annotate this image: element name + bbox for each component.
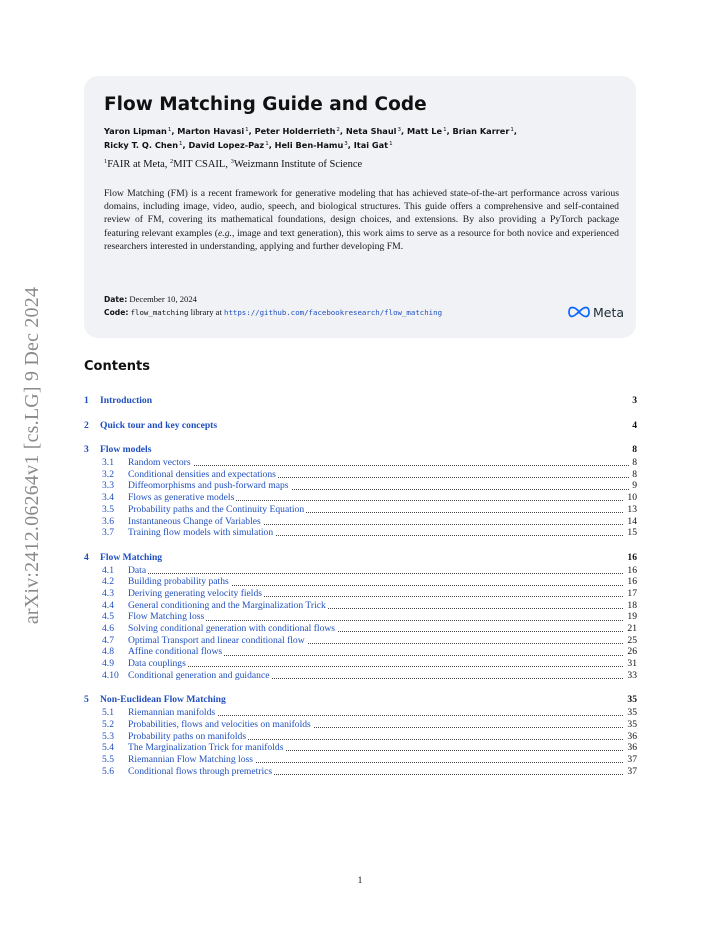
toc-subsection-number: 3.6 [102,515,114,527]
toc-subsection-entry[interactable] [84,670,637,682]
toc-subsection-title[interactable]: Random vectors [128,457,191,469]
toc-section [84,395,637,407]
author-affiliation-mark: 2 [336,127,340,133]
toc-subsection-entry[interactable] [84,588,637,600]
author [275,140,348,150]
toc-subsection-number: 3.3 [102,480,114,492]
toc-subsection-number: 3.7 [102,527,114,539]
toc-subsection-number: 4.5 [102,611,114,623]
toc-subsection-page[interactable]: 37 [624,754,637,766]
toc-subsection-number: 4.1 [102,564,114,576]
toc-subsection-page[interactable]: 37 [624,766,637,778]
toc-subsection-entry[interactable] [84,707,637,719]
code-line-text: library at [188,307,224,317]
toc-subsection-number: 5.3 [102,730,114,742]
toc-subsection-title[interactable]: Probabilities, flows and velocities on manifolds [128,718,311,730]
toc-section-number: 4 [84,551,89,563]
toc-subsection-page[interactable]: 10 [624,492,637,504]
toc-section [84,444,637,539]
toc-subsection-number: 4.10 [102,669,119,681]
author-name: Heli Ben-Hamu [274,140,344,150]
toc-subsection-page[interactable]: 8 [629,469,637,481]
toc-subsection-number: 3.2 [102,468,114,480]
toc-subsection-entry[interactable] [84,731,637,743]
toc-subsection-number: 5.2 [102,718,114,730]
author-affiliation-mark: 1 [167,127,172,133]
author [453,126,514,136]
toc-subsection-number: 4.8 [102,646,114,658]
toc-subsection-page[interactable]: 13 [624,504,637,516]
toc-subsection-page[interactable]: 36 [624,731,637,743]
toc-section-page[interactable]: 35 [624,694,637,706]
affiliation-list: $^1$FAIR at Meta, $^2$MIT CSAIL, $^3$Weizmann Institute of Science [104,158,363,170]
toc-subsection-title[interactable]: Solving conditional generation with conditional flows [128,623,336,634]
toc-section-page[interactable]: 3 [629,395,637,407]
toc-subsection-entry[interactable] [84,611,637,623]
toc-dot-leader [128,573,637,574]
toc-subsection-title[interactable]: Flows as generative models [128,492,235,504]
toc-subsection-page[interactable]: 31 [624,658,637,670]
toc-subsection-title[interactable]: The Marginalization Trick for manifolds [128,742,284,754]
author [177,126,248,136]
toc-subsection-page[interactable]: 21 [624,623,637,635]
toc-subsection-number: 4.2 [102,576,114,588]
toc-section-page[interactable]: 4 [629,420,637,432]
toc-section-number: 1 [84,395,89,406]
toc-subsection-title[interactable]: Flow Matching loss [128,611,205,623]
toc-subsection-title[interactable]: Data [128,564,147,576]
toc-subsection-number: 3.5 [102,503,114,515]
toc-subsection-title[interactable]: Instantaneous Change of Variables [128,515,261,527]
author-name: David Lopez-Paz [188,140,265,150]
toc-subsection-page[interactable]: 33 [624,670,637,682]
toc-subsection-number: 5.1 [102,707,114,719]
toc-subsection-entry[interactable] [84,754,637,766]
date-label: Date: [104,295,128,304]
toc-subsection-title[interactable]: Optimal Transport and linear conditional flow [128,634,305,646]
toc-subsection-number: 4.9 [102,658,114,670]
affiliation-name: Weizmann Institute of Science [233,159,363,170]
toc-subsection-entry[interactable] [84,516,637,528]
toc-subsection-entry[interactable] [84,457,637,469]
affiliation-name: MIT CSAIL [173,159,226,170]
toc-section-entry[interactable] [84,395,637,407]
author [354,140,393,150]
toc-section-title[interactable]: Flow models [100,444,152,456]
date-value: December 10, 2024 [129,294,197,304]
toc-dot-leader [128,666,637,667]
affiliation-number: 1 [104,158,108,165]
affiliation [170,159,225,170]
author [189,140,269,150]
toc-subsection-entry[interactable] [84,576,637,588]
author-list: Yaron Lipman$^1$, Marton Havasi$^1$, Peter Holderrieth$^2$, Neta Shaul$^3$, Matt Le$^1$, Brian Karrer$^1$, Ricky T. Q. Chen$^1$, David Lopez-Paz$^1$, Heli Ben-Hamu$^3$, Itai Gat$^1$ [104,126,517,150]
toc-subsection-number: 3.1 [102,457,114,469]
toc-subsection-page[interactable]: 14 [624,516,637,528]
toc-subsection-title[interactable]: General conditioning and the Marginalization Trick [128,599,326,611]
toc-subsection-page[interactable]: 17 [624,588,637,600]
toc-subsection-page[interactable]: 35 [624,719,637,731]
table-of-contents [84,395,637,790]
toc-subsection-entry[interactable] [84,480,637,492]
toc-subsection-title[interactable]: Riemannian manifolds [128,707,216,719]
toc-subsection-page[interactable]: 19 [624,611,637,623]
author [104,140,183,150]
page-number: 1 [357,876,363,886]
arxiv-identifier [10,255,56,655]
title-box [84,76,636,338]
meta-infinity-icon [568,306,590,318]
toc-subsection-number: 3.4 [102,492,114,504]
author-affiliation-mark: 1 [510,127,514,133]
author-affiliation-mark: 3 [344,141,348,147]
toc-subsection-entry[interactable] [84,766,637,778]
toc-subsection-title[interactable]: Building probability paths [128,576,229,588]
toc-section-entry[interactable] [84,420,637,432]
abstract [104,187,619,253]
author [346,126,401,136]
toc-section-page[interactable]: 16 [624,552,637,564]
toc-subsection-entry[interactable] [84,658,637,670]
code-label: Code: [104,308,129,317]
toc-subsection-title[interactable]: Data couplings [128,658,186,670]
author-name: Marton Havasi [177,126,245,136]
toc-subsection-number: 5.5 [102,753,114,765]
toc-section-title[interactable]: Quick tour and key concepts [100,419,218,431]
affiliation [231,159,363,170]
toc-subsection-title[interactable]: Probability paths on manifolds [128,730,247,742]
author-name: Neta Shaul [345,126,397,136]
paper-title: Flow Matching Guide and Code [104,94,427,115]
toc-subsection-entry[interactable] [84,527,637,539]
arxiv-identifier-text: arXiv:2412.06264v1 [cs.LG] 9 Dec 2024 [21,286,44,624]
toc-subsection-entry[interactable] [84,469,637,481]
toc-subsection-entry[interactable] [84,646,637,658]
affiliation-number: 3 [230,158,234,165]
toc-subsection-entry[interactable] [84,504,637,516]
toc-subsection-entry[interactable] [84,492,637,504]
code-line [104,307,442,317]
author-name: Yaron Lipman [104,126,167,136]
toc-section-entry[interactable] [84,552,637,564]
toc-subsection-title[interactable]: Deriving generating velocity fields [128,587,263,599]
toc-section [84,420,637,432]
author-name: Brian Karrer [452,126,510,136]
toc-subsection-entry[interactable] [84,742,637,754]
toc-subsection-title[interactable]: Conditional flows through premetrics [128,765,273,777]
toc-section-title[interactable]: Flow Matching [100,551,163,563]
toc-section-number: 3 [84,444,89,456]
author-name: Peter Holderrieth [254,126,336,136]
toc-subsection-page[interactable]: 16 [624,565,637,577]
author-name: Matt Le [406,126,443,136]
toc-subsection-number: 4.7 [102,634,114,646]
toc-subsection-page[interactable]: 16 [624,576,637,588]
toc-subsection-entry[interactable] [84,635,637,647]
affiliation [104,159,165,170]
toc-dot-leader [128,465,637,466]
toc-subsection-page[interactable]: 36 [624,742,637,754]
toc-subsection-title[interactable]: Conditional densities and expectations [128,468,276,480]
toc-section-entry[interactable] [84,694,637,706]
author [255,126,340,136]
toc-section-title[interactable]: Non-Euclidean Flow Matching [100,694,226,706]
author-affiliation-mark: 1 [265,141,269,147]
toc-section [84,694,637,777]
toc-section-title[interactable]: Introduction [100,395,153,406]
toc-subsection-number: 5.6 [102,765,114,777]
author-name: Ricky T. Q. Chen [104,140,179,150]
abstract-text-1: Flow Matching (FM) is a recent framework for generative modeling that has achieved state-of-the-art performance across various domains, including image, video, audio, speech, and biological structures. This guide offers a comprehensive and self-contained review of FM, covering its mathematical foundations, design choices, and extensions. By also providing a PyTorch package featuring relevant examples ( [104,188,619,239]
code-library-name: flow_matching [130,308,189,317]
meta-logo [568,304,624,320]
toc-subsection-title[interactable]: Affine conditional flows [128,646,223,658]
toc-subsection-page[interactable]: 35 [624,707,637,719]
author-affiliation-mark: 1 [245,127,249,133]
toc-subsection-number: 4.6 [102,623,114,634]
author-affiliation-mark: 1 [179,141,183,147]
author-name: Itai Gat [353,140,389,150]
contents-heading: Contents [84,359,150,374]
toc-subsection-page[interactable]: 26 [624,646,637,658]
toc-subsection-page[interactable]: 9 [629,480,637,492]
date-line [104,294,197,304]
toc-subsection-title[interactable]: Probability paths and the Continuity Equation [128,503,305,515]
toc-subsection-entry[interactable] [84,600,637,612]
affiliation-number: 2 [170,158,174,165]
toc-subsection-entry[interactable] [84,565,637,577]
meta-logo-text: Meta [593,304,625,320]
author-affiliation-mark: 1 [443,127,447,133]
toc-section-entry[interactable] [84,444,637,456]
github-link[interactable]: https://github.com/facebookresearch/flow_matching [224,308,443,317]
toc-subsection-title[interactable]: Conditional generation and guidance [128,669,270,681]
toc-subsection-page[interactable]: 25 [624,635,637,647]
toc-subsection-entry[interactable] [84,623,637,635]
toc-subsection-number: 5.4 [102,742,114,754]
toc-subsection-page[interactable]: 15 [624,527,637,539]
abstract-text-2: , image and text generation), this work aims to serve as a resource for both novice and experienced researchers interested in understanding, applying and further developing FM. [104,227,619,252]
toc-subsection-page[interactable]: 18 [624,600,637,612]
author-affiliation-mark: 3 [397,127,401,133]
toc-section [84,552,637,682]
toc-subsection-title[interactable]: Diffeomorphisms and push-forward maps [128,480,289,492]
abstract-emphasis: e.g. [217,227,232,239]
toc-subsection-page[interactable]: 8 [629,457,637,469]
toc-subsection-entry[interactable] [84,719,637,731]
author [407,126,447,136]
toc-section-number: 5 [84,694,89,706]
affiliation-name: FAIR at Meta [107,159,165,170]
toc-section-page[interactable]: 8 [629,444,637,456]
author-affiliation-mark: 1 [389,141,393,147]
toc-section-number: 2 [84,419,89,431]
toc-subsection-title[interactable]: Riemannian Flow Matching loss [128,753,253,765]
author [104,126,171,136]
toc-subsection-number: 4.4 [102,599,114,611]
toc-subsection-title[interactable]: Training flow models with simulation [128,527,274,539]
toc-subsection-number: 4.3 [102,587,114,599]
